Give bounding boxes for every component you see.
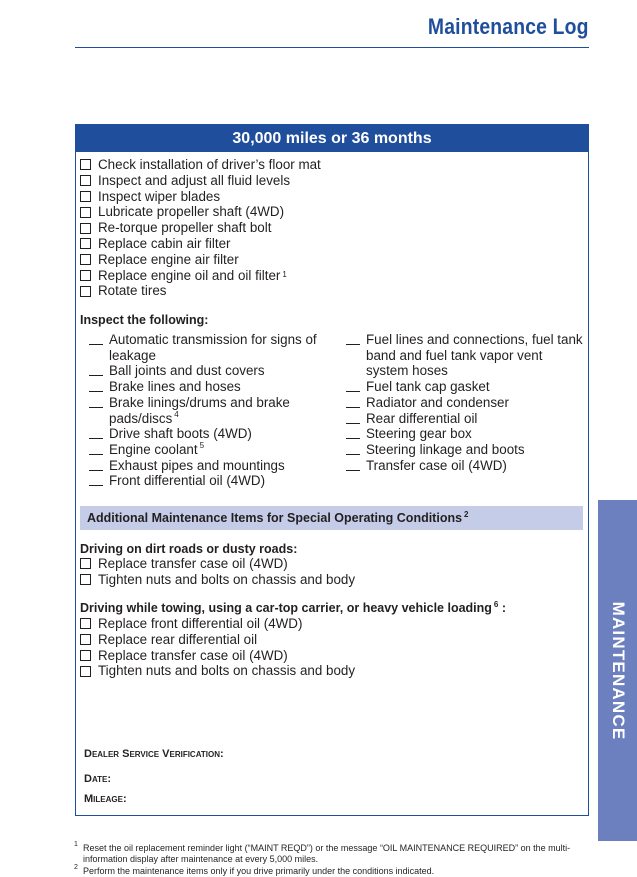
checkbox[interactable] bbox=[80, 634, 91, 645]
check-blank[interactable] bbox=[89, 391, 103, 392]
section-tab bbox=[598, 500, 637, 841]
checkbox[interactable] bbox=[80, 558, 91, 569]
footnote-ref: 6 bbox=[493, 599, 499, 609]
checklist-item: Replace engine oil and oil filter 1 bbox=[80, 268, 321, 284]
check-blank[interactable] bbox=[89, 407, 103, 408]
check-blank[interactable] bbox=[89, 485, 103, 486]
inspect-item: Exhaust pipes and mountings bbox=[89, 458, 324, 474]
dirt-roads-checklist bbox=[80, 556, 355, 588]
check-blank[interactable] bbox=[346, 470, 360, 471]
check-blank[interactable] bbox=[89, 375, 103, 376]
checkbox[interactable] bbox=[80, 666, 91, 677]
page-title: Maintenance Log bbox=[428, 14, 589, 39]
checklist-item: Rotate tires bbox=[80, 283, 321, 299]
check-blank[interactable] bbox=[346, 438, 360, 439]
inspect-item: Ball joints and dust covers bbox=[89, 363, 324, 379]
footnote-ref: 5 bbox=[199, 441, 205, 451]
special-conditions-band: Additional Maintenance Items for Special Operating Conditions $^2$ bbox=[80, 506, 583, 530]
inspect-list-left bbox=[89, 332, 324, 489]
checkbox[interactable] bbox=[80, 238, 91, 249]
dirt-roads-heading: Driving on dirt roads or dusty roads: bbox=[80, 542, 298, 556]
checkbox[interactable] bbox=[80, 191, 91, 202]
checklist-item: Inspect wiper blades bbox=[80, 189, 321, 205]
inspect-item: Engine coolant $^5$ bbox=[89, 442, 324, 458]
checklist-item: Check installation of driver’s floor mat bbox=[80, 157, 321, 173]
inspect-item: Rear differential oil bbox=[346, 411, 586, 427]
checklist-item: Replace front differential oil (4WD) bbox=[80, 616, 355, 632]
check-blank[interactable] bbox=[346, 407, 360, 408]
date-label: Date: bbox=[84, 773, 112, 785]
checkbox[interactable] bbox=[80, 574, 91, 585]
maintenance-card bbox=[75, 124, 589, 816]
footnote-number: 1 bbox=[74, 841, 78, 848]
inspect-item: Automatic transmission for signs of leakage bbox=[89, 332, 324, 363]
checklist-item: Lubricate propeller shaft (4WD) bbox=[80, 204, 321, 220]
inspect-list-right bbox=[346, 332, 586, 473]
checkbox[interactable] bbox=[80, 254, 91, 265]
footnote-text: Reset the oil replacement reminder light (“MAINT REQD”) or the message “OIL MAINTENANCE REQUIRED” on the multi-information display after maintenance at every 5,000 miles. bbox=[83, 843, 571, 864]
section-tab-label: MAINTENANCE bbox=[608, 601, 628, 740]
inspect-item: Brake linings/drums and brake pads/discs $^4$ bbox=[89, 395, 324, 426]
inspect-item: Fuel lines and connections, fuel tank band and fuel tank vapor vent system hoses bbox=[346, 332, 586, 379]
checklist-item: Replace cabin air filter bbox=[80, 236, 321, 252]
footnote-text: Perform the maintenance items only if you drive primarily under the conditions indicated. bbox=[83, 866, 435, 876]
checklist-item: Replace engine air filter bbox=[80, 252, 321, 268]
checklist-item: Tighten nuts and bolts on chassis and body bbox=[80, 572, 355, 588]
inspect-item: Steering linkage and boots bbox=[346, 442, 586, 458]
inspect-item: Steering gear box bbox=[346, 426, 586, 442]
checkbox[interactable] bbox=[80, 159, 91, 170]
dealer-verification-label: Dealer Service Verification: bbox=[84, 748, 224, 760]
check-blank[interactable] bbox=[89, 454, 103, 455]
footnote bbox=[75, 866, 590, 877]
footnote bbox=[75, 843, 590, 865]
inspect-item: Transfer case oil (4WD) bbox=[346, 458, 586, 474]
checkbox[interactable] bbox=[80, 286, 91, 297]
check-blank[interactable] bbox=[346, 391, 360, 392]
title-divider bbox=[75, 47, 589, 48]
footnote-ref: 4 bbox=[174, 410, 179, 420]
towing-heading: Driving while towing, using a car-top carrier, or heavy vehicle loading $^6$ : bbox=[80, 599, 507, 615]
checklist-item: Replace rear differential oil bbox=[80, 632, 355, 648]
inspect-item: Brake lines and hoses bbox=[89, 379, 324, 395]
checklist-item: Tighten nuts and bolts on chassis and body bbox=[80, 663, 355, 679]
inspect-item: Radiator and condenser bbox=[346, 395, 586, 411]
checklist-item: Re-torque propeller shaft bolt bbox=[80, 220, 321, 236]
checkbox[interactable] bbox=[80, 207, 91, 218]
inspect-heading: Inspect the following: bbox=[80, 313, 209, 327]
inspect-item: Fuel tank cap gasket bbox=[346, 379, 586, 395]
checklist-item: Replace transfer case oil (4WD) bbox=[80, 556, 355, 572]
checkbox[interactable] bbox=[80, 175, 91, 186]
checkbox[interactable] bbox=[80, 223, 91, 234]
inspect-item: Drive shaft boots (4WD) bbox=[89, 426, 324, 442]
footnote-number: 2 bbox=[74, 864, 78, 871]
schedule-header: 30,000 miles or 36 months bbox=[76, 125, 588, 152]
footnote-ref: 2 bbox=[464, 509, 469, 519]
mileage-label: Mileage: bbox=[84, 793, 127, 805]
check-blank[interactable] bbox=[89, 470, 103, 471]
towing-checklist bbox=[80, 616, 355, 679]
inspect-item: Front differential oil (4WD) bbox=[89, 473, 324, 489]
service-checklist bbox=[80, 157, 321, 299]
checkbox[interactable] bbox=[80, 650, 91, 661]
check-blank[interactable] bbox=[346, 344, 360, 345]
check-blank[interactable] bbox=[89, 438, 103, 439]
check-blank[interactable] bbox=[346, 454, 360, 455]
checkbox[interactable] bbox=[80, 270, 91, 281]
checklist-item: Replace transfer case oil (4WD) bbox=[80, 648, 355, 664]
check-blank[interactable] bbox=[89, 344, 103, 345]
checkbox[interactable] bbox=[80, 618, 91, 629]
checklist-item: Inspect and adjust all fluid levels bbox=[80, 173, 321, 189]
check-blank[interactable] bbox=[346, 423, 360, 424]
